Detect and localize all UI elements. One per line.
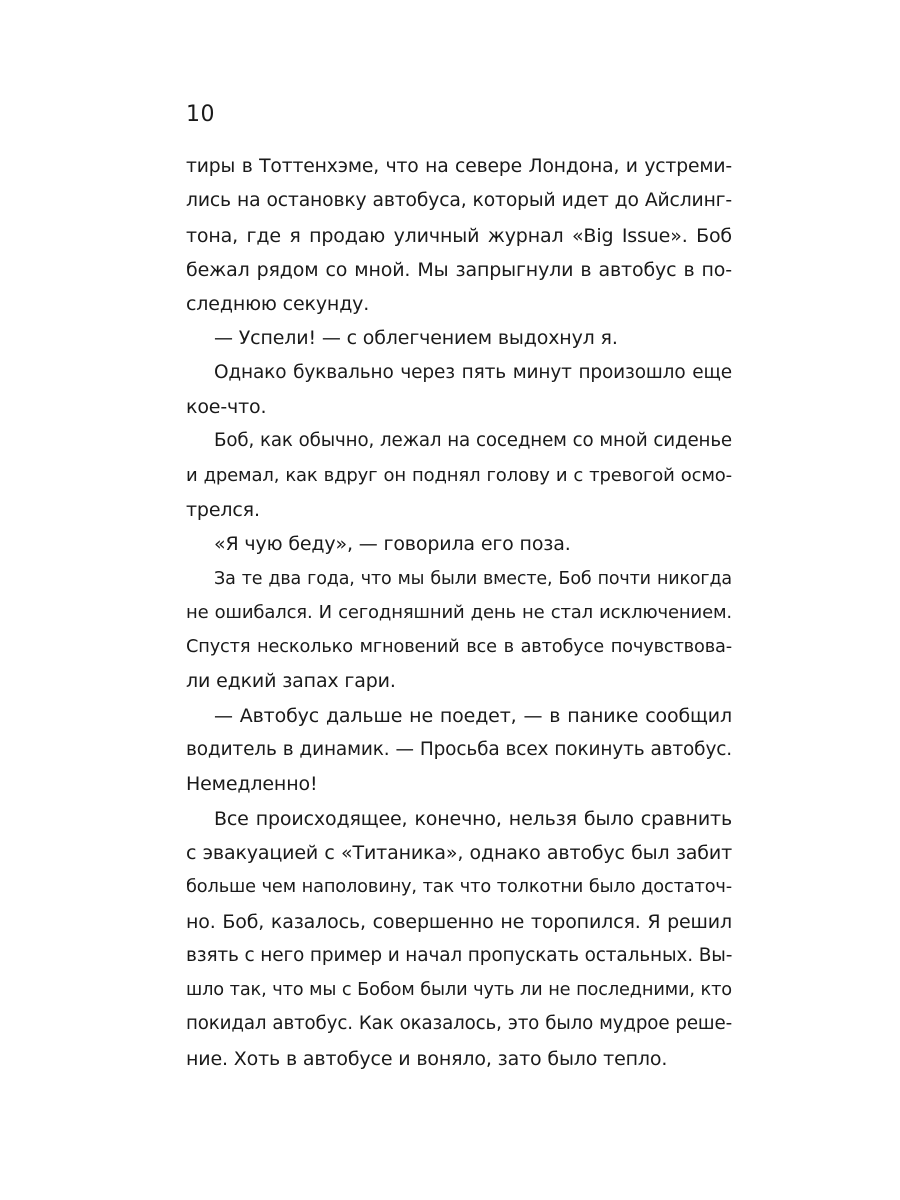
text-line: бежал рядом со мной. Мы запрыгнули в автобус в по- bbox=[186, 258, 732, 281]
text-line: — Успели! — с облегчением выдохнул я. bbox=[214, 327, 618, 350]
text-line: следнюю секунду. bbox=[186, 293, 370, 316]
text-line: но. Боб, казалось, совершенно не торопился. Я решил bbox=[186, 910, 732, 933]
text-line: тиры в Тоттенхэме, что на севере Лондона, и устреми- bbox=[186, 156, 732, 177]
text-line: трелся. bbox=[186, 498, 260, 521]
text-line: За те два года, что мы были вместе, Боб почти никогда bbox=[214, 568, 732, 589]
text-line: шло так, что мы с Бобом были чуть ли не последними, кто bbox=[186, 980, 732, 1001]
text-line: больше чем наполовину, так что толкотни было достаточ- bbox=[186, 877, 732, 898]
body-text bbox=[186, 150, 732, 1076]
text-line: — Автобус дальше не поедет, — в панике сообщил bbox=[214, 704, 732, 727]
text-line: лись на остановку автобуса, который идет до Айслинг- bbox=[186, 190, 732, 212]
page-number: 10 bbox=[186, 102, 215, 127]
text-line: Однако буквально через пять минут произошло еще bbox=[214, 361, 732, 383]
text-line: покидал автобус. Как оказалось, это было мудрое реше- bbox=[186, 1013, 732, 1035]
text-line: с эвакуацией с «Титаника», однако автобус был забит bbox=[186, 841, 732, 864]
text-line: ли едкий запах гари. bbox=[186, 670, 396, 693]
text-line: тона, где я продаю уличный журнал «Big Issue». Боб bbox=[186, 224, 732, 247]
text-line: взять с него пример и начал пропускать остальных. Вы- bbox=[186, 944, 733, 966]
text-line: кое-что. bbox=[186, 396, 267, 419]
text-line: и дремал, как вдруг он поднял голову и с тревогой осмо- bbox=[186, 464, 732, 486]
text-line: Спустя несколько мгновений все в автобусе почувствова- bbox=[186, 637, 732, 658]
text-line: ние. Хоть в автобусе и воняло, зато было тепло. bbox=[186, 1047, 668, 1070]
text-line: «Я чую беду», — говорила его поза. bbox=[214, 533, 571, 556]
text-line: Немедленно! bbox=[186, 773, 318, 796]
text-line: Боб, как обычно, лежал на соседнем со мной сиденье bbox=[214, 430, 732, 452]
text-line: не ошибался. И сегодняшний день не стал исключением. bbox=[186, 601, 732, 623]
text-line: Все происходящее, конечно, нельзя было сравнить bbox=[214, 807, 732, 830]
text-line: водитель в динамик. — Просьба всех покинуть автобус. bbox=[186, 739, 732, 761]
